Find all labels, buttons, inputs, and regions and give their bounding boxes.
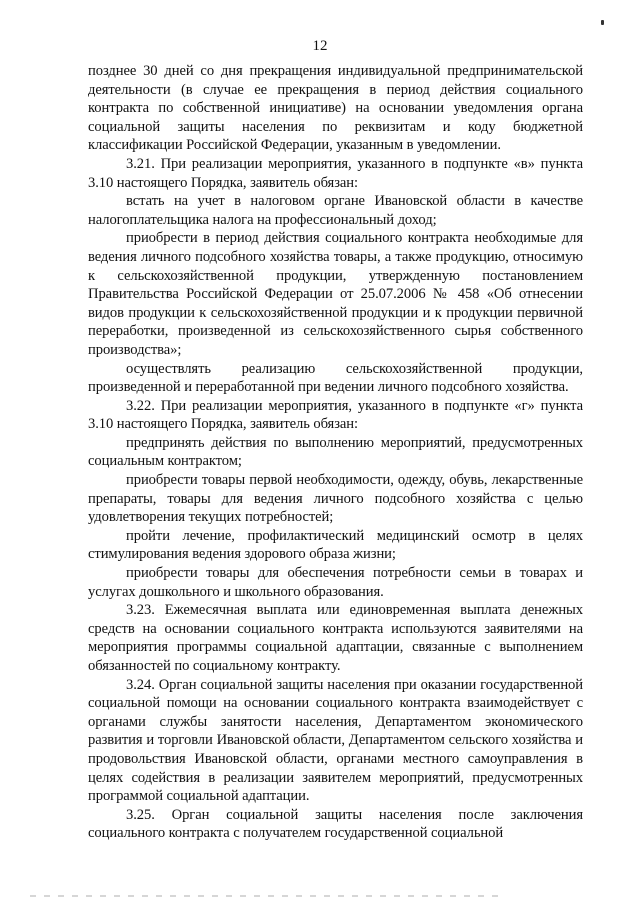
document-body [88, 62, 583, 843]
paragraph-3-21: 3.21. При реализации мероприятия, указанного в подпункте «в» пункта 3.10 настоящего Порядка, заявитель обязан: [88, 155, 583, 191]
paragraph-3-25: 3.25. Орган социальной защиты населения после заключения социального контракта с получателем государственной социальной [88, 806, 583, 842]
paragraph-3-23: 3.23. Ежемесячная выплата или единовременная выплата денежных средств на основании социального контракта используются заявителями на мероприятия программы социальной адаптации, связанные с выполнением обязанностей по социальному контракту. [88, 602, 583, 674]
paragraph-3-22-item-4: приобрести товары для обеспечения потребности семьи в товарах и услугах дошкольного и школьного образования. [88, 565, 583, 600]
paragraph-3-21-item-3: осуществлять реализацию сельскохозяйственной продукции, произведенной и переработанной при ведении личного подсобного хозяйства. [88, 360, 583, 396]
page-number: 12 [312, 38, 328, 54]
paragraph-3-21-item-1: встать на учет в налоговом органе Ивановской области в качестве налогоплательщика налога на профессиональный доход; [88, 193, 583, 228]
scan-artifact-dot [601, 20, 604, 25]
paragraph-3-24: 3.24. Орган социальной защиты населения при оказании государственной социальной помощи на основании социального контракта взаимодействует с органами службы занятости населения, Департаментом экономического развития и торговли Ивановской области, Департаментом сельского хозяйства и продовольствия Ивановской области, органами местного самоуправления в целях содействия в реализации заявителем мероприятий, предусмотренных программой социальной адаптации. [88, 676, 583, 805]
paragraph-3-22-item-3: пройти лечение, профилактический медицинский осмотр в целях стимулирования ведения здорового образа жизни; [88, 527, 583, 563]
paragraph-3-22-item-1: предпринять действия по выполнению мероприятий, предусмотренных социальным контрактом; [88, 434, 583, 470]
paragraph-3-21-item-2: приобрести в период действия социального контракта необходимые для ведения личного подсобного хозяйства товары, а также продукцию, относимую к сельскохозяйственной продукции, утвержденную постановлением Правительства Российской Федерации от 25.07.2006 № 458 «Об отнесении видов продукции к сельскохозяйственной продукции и к продукции первичной переработки, произведенной из сельскохозяйственного сырья собственного производства»; [88, 230, 583, 358]
scan-artifact-footer [30, 895, 500, 897]
paragraph-3-22-item-2: приобрести товары первой необходимости, одежду, обувь, лекарственные препараты, товары для ведения личного подсобного хозяйства с целью удовлетворения текущих потребностей; [88, 472, 583, 526]
paragraph-continuation: позднее 30 дней со дня прекращения индивидуальной предпринимательской деятельности (в случае ее прекращения в период действия социального контракта по собственной инициативе) на основании уведомления органа социальной защиты населения по реквизитам и коду бюджетной классификации Российской Федерации, указанным в уведомлении. [88, 63, 583, 154]
paragraph-3-22: 3.22. При реализации мероприятия, указанного в подпункте «г» пункта 3.10 настоящего Порядка, заявитель обязан: [88, 397, 583, 433]
